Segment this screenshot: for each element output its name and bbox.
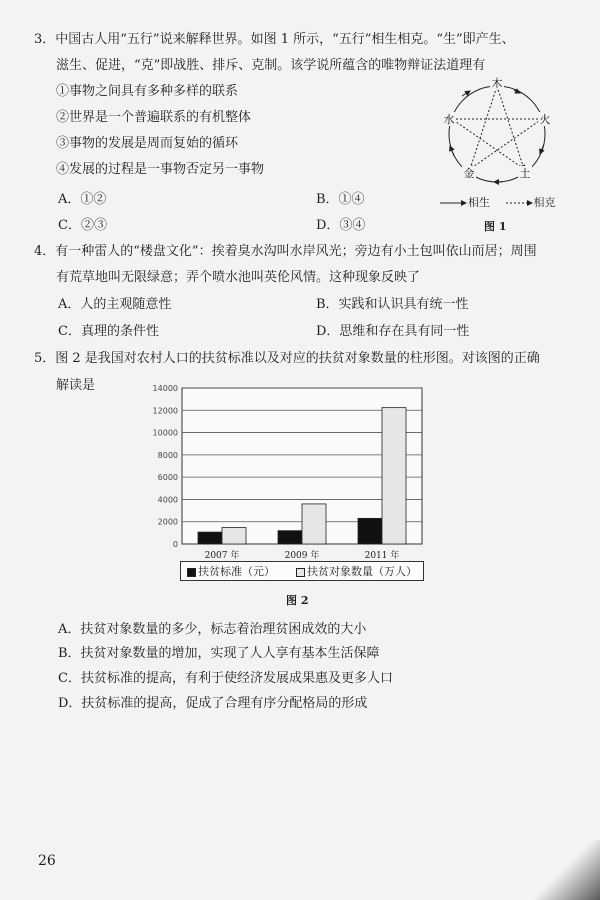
q4-option-c: C．真理的条件性 [58,324,159,339]
q5-stem-line2: 解读是 [56,378,96,393]
five-elements-diagram [432,74,562,196]
q4-option-a: A．人的主观随意性 [58,297,172,312]
q4-option-d: D．思维和存在具有同一性 [316,324,470,339]
bar-standard [278,531,302,544]
element-fire: 火 [539,113,551,126]
q3-item-1: ①事物之间具有多种多样的联系 [56,84,239,99]
element-wood: 木 [491,77,503,90]
q5-stem-line1: 5．图 2 是我国对农村人口的扶贫标准以及对应的扶贫对象数量的柱形图。对该图的正确 [34,351,540,366]
bar-standard [358,518,382,544]
legend-swatch-standard [187,568,196,577]
poverty-bar-chart [140,378,440,588]
y-tick-label: 8000 [157,450,178,460]
y-tick-label: 14000 [152,384,178,393]
bar-population [382,408,406,544]
q4-stem-line2: 有荒草地叫无限绿意；弄个喷水池叫英伦风情。这种现象反映了 [56,270,421,285]
q3-option-d: D．③④ [316,218,366,233]
q4-stem-line1: 4．有一种雷人的“楼盘文化”：挨着臭水沟叫水岸风光；旁边有小土包叫依山而居；周围 [34,244,537,259]
q5-option-c: C．扶贫标准的提高，有利于使经济发展成果惠及更多人口 [58,671,393,686]
q3-item-4: ④发展的过程是一事物否定另一事物 [56,162,265,177]
x-tick-label: 2009 年 [284,551,320,561]
q3-option-b: B．①④ [316,192,365,207]
q3-option-a: A．①② [58,192,107,207]
ke-arrow-icon [506,199,534,207]
figure2-caption: 图 2 [286,594,309,607]
y-tick-label: 0 [172,540,178,549]
q3-stem-line2: 滋生、促进，“克”即战胜、排斥、克制。该学说所蕴含的唯物辩证法道理有 [56,58,486,73]
q5-option-d: D．扶贫标准的提高，促成了合理有序分配格局的形成 [58,696,368,711]
bar-standard [198,532,222,544]
q5-option-a: A．扶贫对象数量的多少，标志着治理贫困成效的大小 [58,622,367,637]
element-earth: 土 [519,167,531,180]
y-tick-label: 4000 [157,495,178,505]
diagram1-legend [440,194,556,210]
legend-swatch-population [296,568,305,577]
bar-population [302,504,326,544]
legend-sheng-label: 相生 [468,196,490,209]
y-tick-label: 12000 [152,406,178,416]
legend-ke-label: 相克 [533,196,556,209]
x-tick-label: 2011 年 [364,551,400,561]
ke-star [452,86,542,169]
q3-stem-line1: 3．中国古人用“五行”说来解释世界。如图 1 所示，“五行”相生相克。“生”即产生、 [34,32,515,47]
element-metal: 金 [463,167,475,180]
element-water: 水 [443,113,455,126]
figure1-caption: 图 1 [484,220,507,233]
chart-legend [180,561,424,581]
scan-shadow [510,840,600,900]
q3-option-c: C．②③ [58,218,107,233]
q3-item-3: ③事物的发展是周而复始的循环 [56,136,239,151]
y-tick-label: 6000 [157,473,178,483]
q3-item-2: ②世界是一个普遍联系的有机整体 [56,110,252,125]
sheng-arrow-icon [440,199,468,207]
x-tick-label: 2007 年 [204,551,240,561]
q4-option-b: B．实践和认识具有统一性 [316,297,469,312]
y-tick-label: 10000 [152,428,178,438]
legend-label-standard: 扶贫标准（元） [198,565,275,578]
bar-population [222,528,246,544]
page-number: 26 [38,853,56,869]
y-tick-label: 2000 [157,517,178,527]
q5-option-b: B．扶贫对象数量的增加，实现了人人享有基本生活保障 [58,646,380,661]
legend-label-population: 扶贫对象数量（万人） [307,565,417,578]
